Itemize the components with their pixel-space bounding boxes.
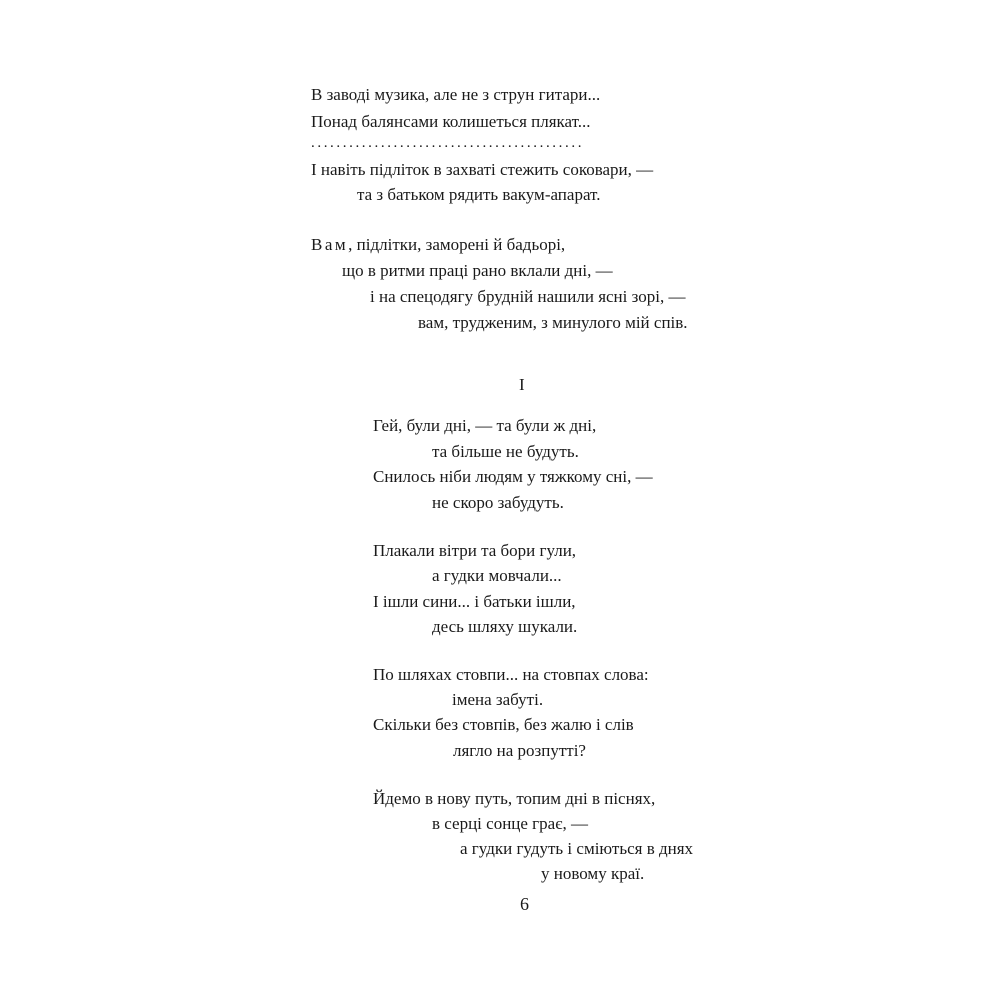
stanza-2-line-2: а гудки мовчали... bbox=[432, 566, 562, 585]
stanza-1-line-3: Снилось ніби людям у тяжкому сні, — bbox=[373, 467, 653, 486]
dedication-line-4: вам, трудженим, з минулого мій спів. bbox=[418, 313, 688, 332]
stanza-1-line-4: не скоро забудуть. bbox=[432, 493, 564, 512]
page-number: 6 bbox=[520, 894, 529, 914]
stanza-4-line-3: а гудки гудуть і сміються в днях bbox=[460, 839, 694, 858]
stanza-1-line-2: та більше не будуть. bbox=[432, 442, 579, 461]
stanza-3-line-1: По шляхах стовпи... на стовпах слова: bbox=[373, 665, 649, 684]
stanza-2-line-4: десь шляху шукали. bbox=[432, 617, 578, 636]
stanza-2-line-3: І ішли сини... і батьки ішли, bbox=[373, 592, 576, 611]
stanza-3-line-2: імена забуті. bbox=[452, 690, 544, 709]
dedication-line-2: що в ритми праці рано вклали дні, — bbox=[342, 261, 613, 280]
stanza-3-line-4: лягло на розпутті? bbox=[453, 741, 586, 760]
dedication-line-1 bbox=[311, 235, 565, 255]
stanza-2-line-1: Плакали вітри та бори гули, bbox=[373, 541, 577, 560]
stanza-4-line-1: Йдемо в нову путь, топим дні в піснях, bbox=[373, 789, 656, 808]
stanza-4-line-4: у новому краї. bbox=[541, 864, 645, 883]
stanza-3-line-3: Скільки без стовпів, без жалю і слів bbox=[373, 715, 634, 734]
intro-line-2: Понад балянсами колишеться плякат... bbox=[311, 112, 591, 131]
spaced-word-vam: Вам bbox=[311, 235, 349, 254]
dedication-line-1-rest: , підлітки, заморені й бадьорі, bbox=[348, 235, 566, 254]
stanza-1-line-1: Гей, були дні, — та були ж дні, bbox=[373, 416, 597, 435]
section-number: I bbox=[519, 375, 525, 394]
ellipsis-separator: ........................................... bbox=[311, 135, 585, 151]
intro-line-1: В заводі музика, але не з струн гитари... bbox=[311, 85, 601, 104]
dedication-line-3: і на спецодягу брудній нашили ясні зорі, — bbox=[370, 287, 686, 306]
intro-line-4: та з батьком рядить вакум-апарат. bbox=[357, 185, 601, 204]
intro-line-3: І навіть підліток в захваті стежить соковари, — bbox=[311, 160, 654, 179]
stanza-4-line-2: в серці сонце грає, — bbox=[432, 814, 588, 833]
